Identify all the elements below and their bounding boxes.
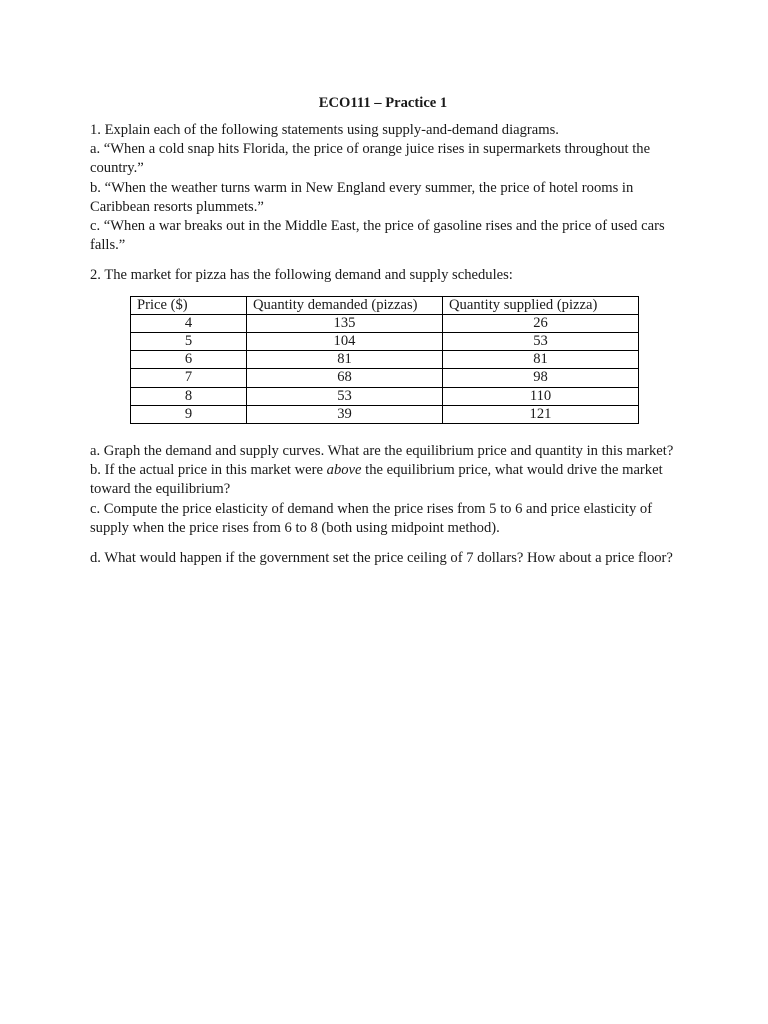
cell-demanded: 53 [247, 387, 443, 405]
cell-demanded: 81 [247, 351, 443, 369]
table-row [131, 333, 639, 351]
question-2b-post: the equilibrium price, what would drive the market toward the equilibrium? [90, 462, 663, 498]
question-2 [90, 266, 676, 568]
question-1-intro: 1. Explain each of the following statements using supply-and-demand diagrams. [90, 122, 559, 138]
question-2b [90, 461, 676, 499]
cell-demanded: 104 [247, 333, 443, 351]
cell-supplied: 26 [443, 314, 639, 332]
cell-supplied: 53 [443, 333, 639, 351]
header-quantity-demanded: Quantity demanded (pizzas) [247, 296, 443, 314]
cell-supplied: 98 [443, 369, 639, 387]
cell-demanded: 39 [247, 405, 443, 423]
question-1 [90, 121, 676, 255]
question-2b-emphasis: above [326, 462, 362, 479]
cell-price: 7 [131, 369, 247, 387]
cell-price: 6 [131, 351, 247, 369]
table-row [131, 387, 639, 405]
document-title: ECO111 – Practice 1 [318, 95, 448, 111]
question-1c: c. “When a war breaks out in the Middle East, the price of gasoline rises and the price of used cars falls.” [90, 218, 665, 254]
question-2c: c. Compute the price elasticity of demand when the price rises from 5 to 6 and price elasticity of supply when the price rises from 6 to 8 (both using midpoint method). [90, 500, 653, 536]
table-row [131, 405, 639, 423]
cell-demanded: 135 [247, 314, 443, 332]
schedule-table-wrapper [130, 296, 676, 424]
question-1b: b. “When the weather turns warm in New England every summer, the price of hotel rooms in Caribbean resorts plummets.” [90, 179, 634, 215]
demand-supply-table [130, 296, 639, 424]
cell-price: 5 [131, 333, 247, 351]
header-price: Price ($) [131, 296, 247, 314]
cell-price: 8 [131, 387, 247, 405]
cell-demanded: 68 [247, 369, 443, 387]
header-quantity-supplied: Quantity supplied (pizza) [443, 296, 639, 314]
table-header-row [131, 296, 639, 314]
question-2-parts [90, 442, 676, 538]
question-2b-pre: b. If the actual price in this market were [90, 462, 327, 479]
cell-supplied: 81 [443, 351, 639, 369]
question-1a: a. “When a cold snap hits Florida, the price of orange juice rises in supermarkets throughout the country.” [90, 141, 651, 177]
cell-price: 9 [131, 405, 247, 423]
cell-price: 4 [131, 314, 247, 332]
table-row [131, 369, 639, 387]
cell-supplied: 121 [443, 405, 639, 423]
question-2-intro: 2. The market for pizza has the following demand and supply schedules: [90, 267, 513, 284]
table-row [131, 314, 639, 332]
question-2d: d. What would happen if the government set the price ceiling of 7 dollars? How about a price floor? [90, 550, 673, 567]
cell-supplied: 110 [443, 387, 639, 405]
question-2a: a. Graph the demand and supply curves. What are the equilibrium price and quantity in this market? [90, 443, 674, 460]
table-row [131, 351, 639, 369]
